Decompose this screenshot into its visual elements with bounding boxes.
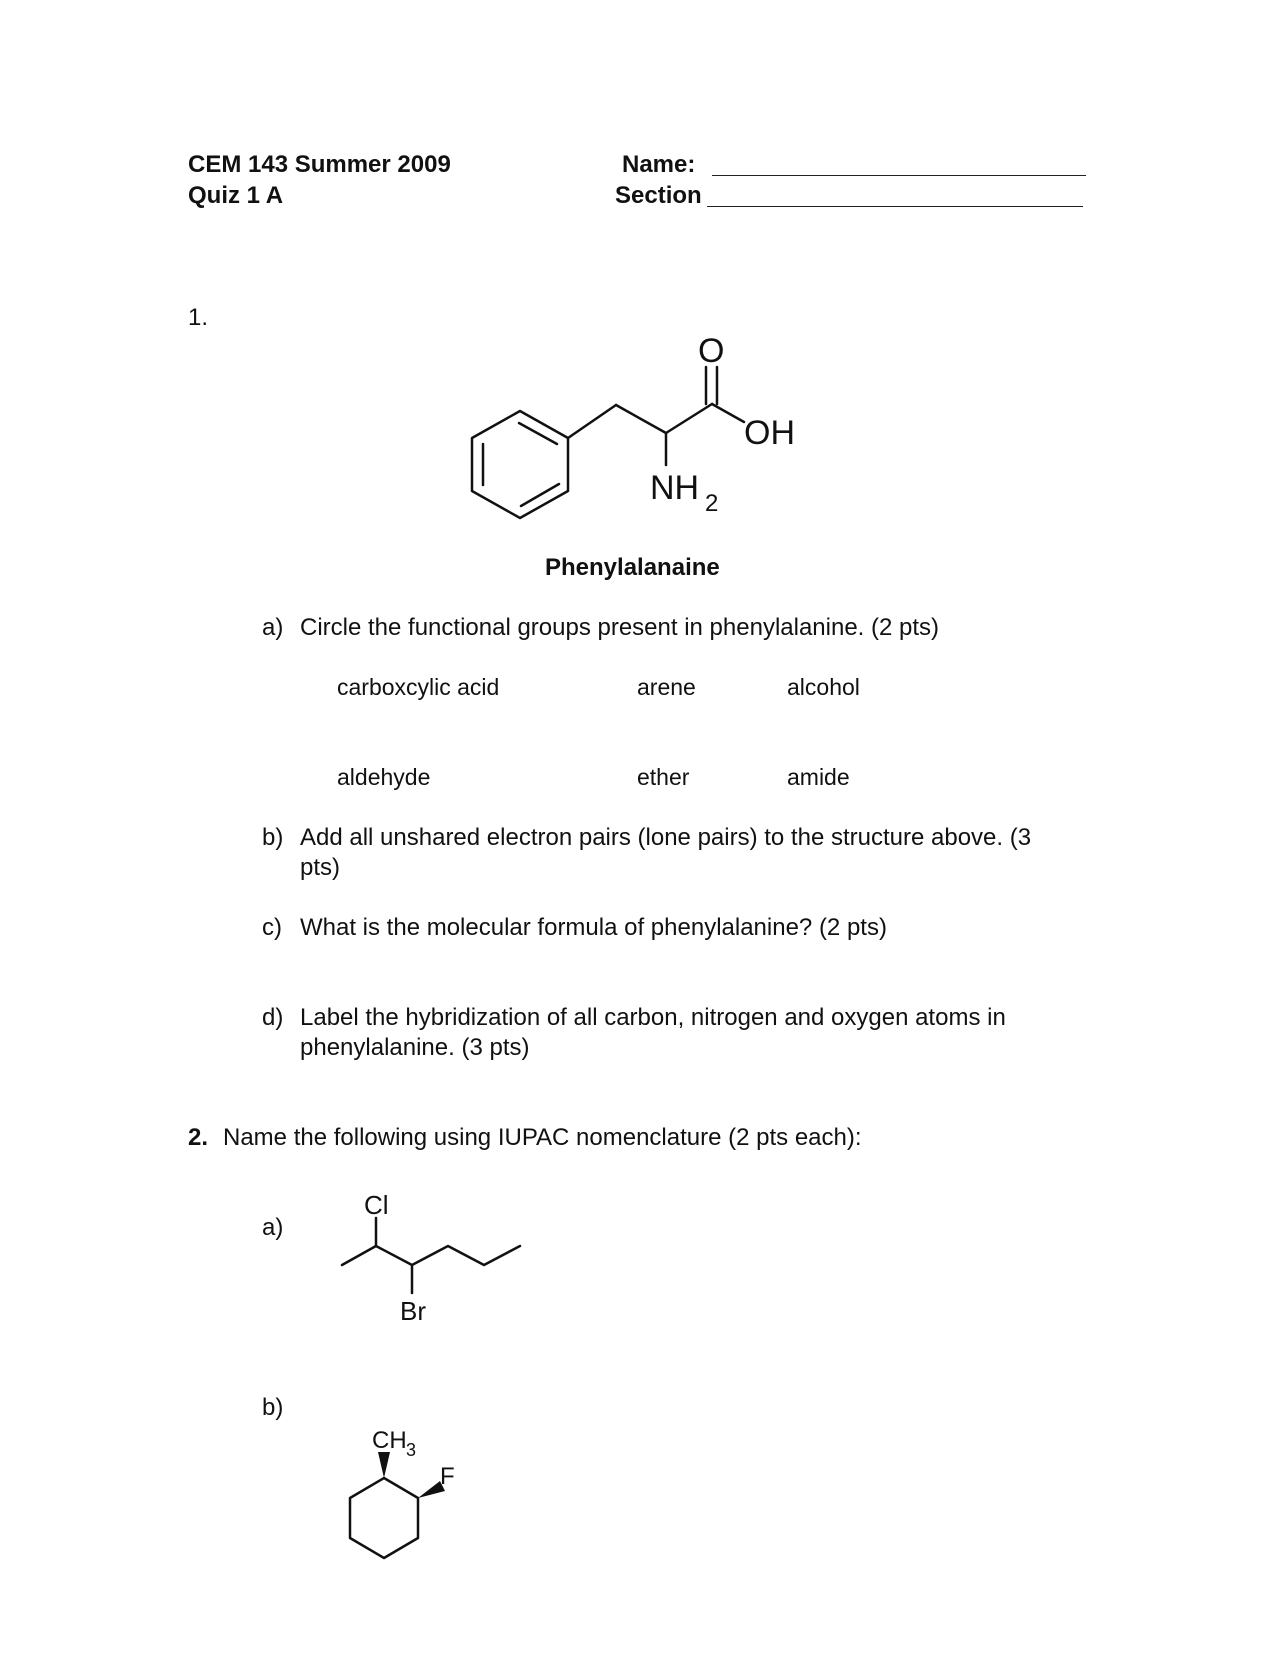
oxygen-atom: O [698,332,725,370]
methyl-ch: CH [372,1427,407,1454]
q1d-text-line2: phenylalanine. (3 pts) [300,1034,530,1061]
fluorine-atom: F [440,1463,455,1490]
q1c-marker: c) [262,914,282,941]
option-carboxylic-acid[interactable]: carboxcylic acid [337,674,500,700]
question-2-text: Name the following using IUPAC nomenclature (2 pts each): [223,1124,862,1151]
option-arene[interactable]: arene [637,674,696,700]
quiz-title: Quiz 1 A [188,182,284,209]
amine-nh: NH [650,469,700,507]
q1a-marker: a) [262,614,284,641]
q2a-marker: a) [262,1214,284,1241]
q1b-marker: b) [262,824,284,851]
hydroxyl-group: OH [744,414,795,452]
q1c-text: What is the molecular formula of phenylalanine? (2 pts) [300,914,887,941]
q1b-text-line1: Add all unshared electron pairs (lone pairs) to the structure above. (3 [300,824,1032,851]
course-title: CEM 143 Summer 2009 [188,151,451,178]
option-amide[interactable]: amide [787,764,850,790]
question-2-number: 2. [188,1124,209,1151]
name-label: Name: [622,151,696,178]
bromine-atom: Br [400,1296,426,1326]
methyl-subscript: 3 [406,1440,417,1460]
option-alcohol[interactable]: alcohol [787,674,860,700]
q2b-marker: b) [262,1394,284,1421]
option-ether[interactable]: ether [637,764,690,790]
molecule-caption: Phenylalanaine [545,554,720,581]
q1a-text: Circle the functional groups present in phenylalanine. (2 pts) [300,614,940,641]
q1d-marker: d) [262,1004,284,1031]
option-aldehyde[interactable]: aldehyde [337,764,431,790]
question-1-number: 1. [188,304,209,331]
q1d-text-line1: Label the hybridization of all carbon, nitrogen and oxygen atoms in [300,1004,1006,1031]
chlorine-atom: Cl [364,1190,389,1220]
q1b-text-line2: pts) [300,854,341,881]
section-label: Section [615,182,702,209]
amine-subscript: 2 [705,490,719,517]
